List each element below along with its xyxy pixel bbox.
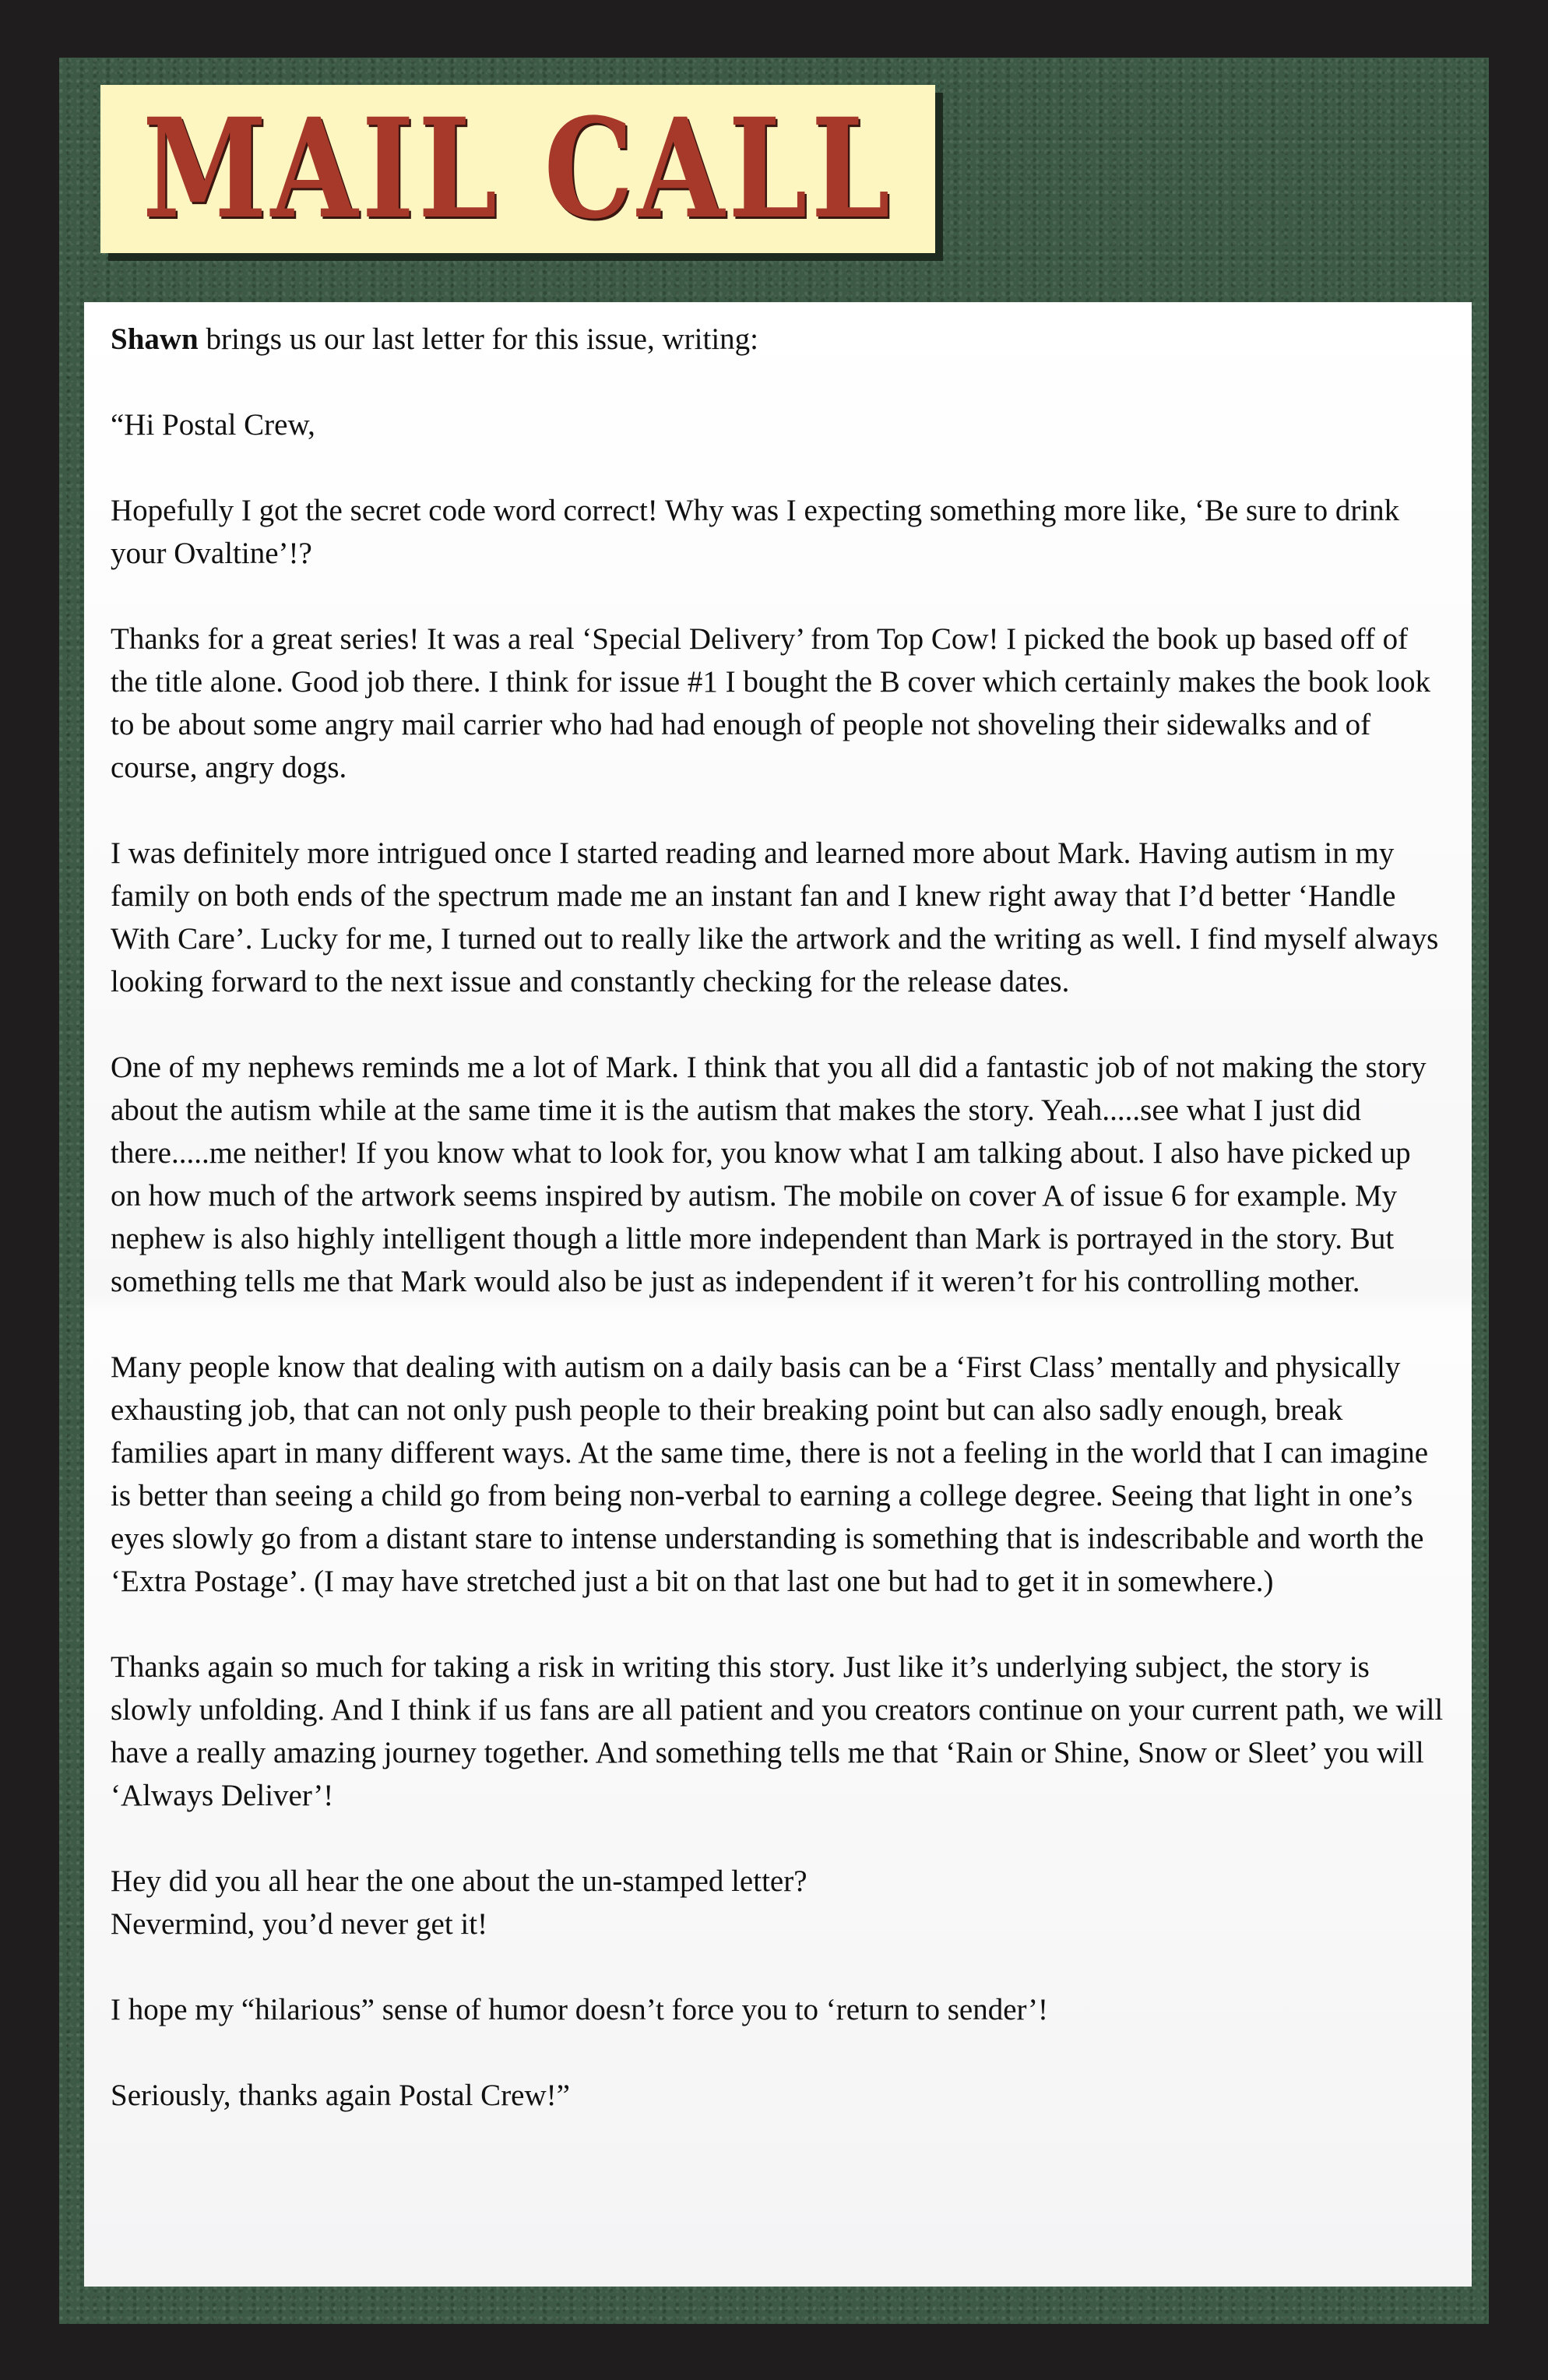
joke-punchline: Nevermind, you’d never get it! (111, 1907, 488, 1941)
sender-name: Shawn (111, 322, 199, 356)
letter-greeting: “Hi Postal Crew, (111, 408, 315, 442)
letter-intro (111, 318, 1445, 361)
intro-text: brings us our last letter for this issue, writing: (198, 322, 758, 356)
letter-paragraph: Many people know that dealing with autism on a daily basis can be a ‘First Class’ mentally and physically exhausting job, that can not only push people to their breaking point but can also sadly enough, break families apart in many different ways. At the same time, there is not a feeling in the world that I can imagine is better than seeing a child go from being non-verbal to earning a college degree. Seeing that light in one’s eyes slowly go from a distant stare to intense understanding is something that is indescribable and worth the ‘Extra Postage’. (I may have stretched just a bit on that last one but had to get it in somewhere.) (111, 1350, 1429, 1598)
letter-page (84, 302, 1472, 2287)
letter-closing: Seriously, thanks again Postal Crew!” (111, 2079, 570, 2112)
letter-paragraph: Thanks again so much for taking a risk in writing this story. Just like it’s underlying subject, the story is slowly unfolding. And I think if us fans are all patient and you creators continue on your current path, we will have a really amazing journey together. And something tells me that ‘Rain or Shine, Snow or Sleet’ you will ‘Always Deliver’! (111, 1650, 1444, 1812)
letter-paragraph: Hopefully I got the secret code word correct! Why was I expecting something more like, ‘Be sure to drink your Ovaltine’!? (111, 494, 1400, 570)
letter-paragraph: Thanks for a great series! It was a real ‘Special Delivery’ from Top Cow! I picked the book up based off of the title alone. Good job there. I think for issue #1 I bought the B cover which certainly makes the book look to be about some angry mail carrier who had had enough of people not shoveling their sidewalks and of course, angry dogs. (111, 622, 1431, 784)
joke-line: Hey did you all hear the one about the un-stamped letter? (111, 1864, 807, 1898)
humor-line: I hope my “hilarious” sense of humor doesn’t force you to ‘return to sender’! (111, 1993, 1048, 2026)
letter-paragraph: One of my nephews reminds me a lot of Mark. I think that you all did a fantastic job of not making the story about the autism while at the same time it is the autism that makes the story. Yeah.....see what I just did there.....me neither! If you know what to look for, you know what I am talking about. I also have picked up on how much of the artwork seems inspired by autism. The mobile on cover A of issue 6 for example. My nephew is also highly intelligent though a little more independent than Mark is portrayed in the story. But something tells me that Mark would also be just as independent if it weren’t for his controlling mother. (111, 1051, 1427, 1298)
letter-paragraph: I was definitely more intrigued once I started reading and learned more about Mark. Having autism in my family on both ends of the spectrum made me an instant fan and I knew right away that I’d better ‘Handle With Care’. Lucky for me, I turned out to really like the artwork and the writing as well. I find myself always looking forward to the next issue and constantly checking for the release dates. (111, 836, 1439, 998)
page-title: MAIL CALL (142, 88, 894, 249)
mail-call-title-plate (100, 85, 935, 253)
